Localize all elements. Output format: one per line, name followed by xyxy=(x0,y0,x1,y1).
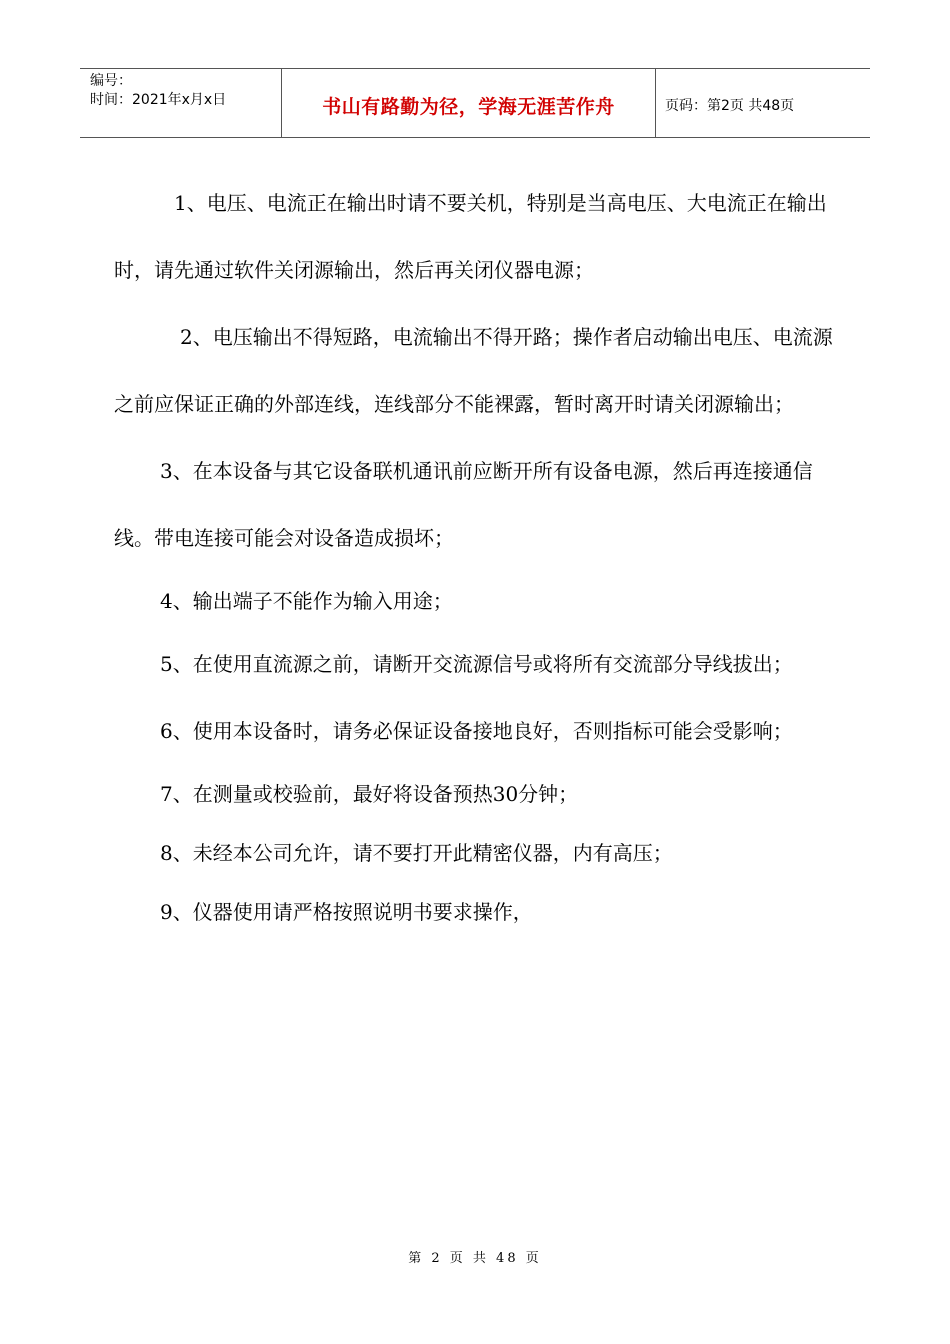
paragraph-3: 3、在本设备与其它设备联机通讯前应断开所有设备电源，然后再连接通信线。带电连接可能会对设备造成损坏； xyxy=(114,459,813,550)
header-page-info: 页码：第2页 共48页 xyxy=(665,98,795,114)
header-motto-cell xyxy=(281,69,656,137)
page-footer: 第 2 页 共 48 页 xyxy=(408,1251,542,1266)
document-number-label: 编号： xyxy=(90,73,132,89)
document-date-label: 时间：2021年x月x日 xyxy=(90,92,227,108)
header-page-cell xyxy=(655,69,870,137)
header-motto: 书山有路勤为径，学海无涯苦作舟 xyxy=(322,96,615,118)
paragraph-6: 6、使用本设备时，请务必保证设备接地良好，否则指标可能会受影响； xyxy=(160,719,793,743)
document-header xyxy=(80,68,870,138)
paragraph-1: 1、电压、电流正在输出时请不要关机，特别是当高电压、大电流正在输出时，请先通过软件关闭源输出，然后再关闭仪器电源； xyxy=(114,191,827,282)
document-body xyxy=(114,170,844,942)
paragraph-7: 7、在测量或校验前，最好将设备预热30分钟； xyxy=(160,782,579,806)
header-meta-cell xyxy=(80,69,280,137)
paragraph-4: 4、输出端子不能作为输入用途； xyxy=(160,589,453,613)
paragraph-8: 8、未经本公司允许，请不要打开此精密仪器，内有高压； xyxy=(160,841,673,865)
paragraph-9: 9、仪器使用请严格按照说明书要求操作， xyxy=(160,900,533,924)
paragraph-2: 2、电压输出不得短路，电流输出不得开路；操作者启动输出电压、电流源之前应保证正确的外部连线，连线部分不能裸露，暂时离开时请关闭源输出； xyxy=(114,325,833,416)
paragraph-5: 5、在使用直流源之前，请断开交流源信号或将所有交流部分导线拔出； xyxy=(160,652,793,676)
